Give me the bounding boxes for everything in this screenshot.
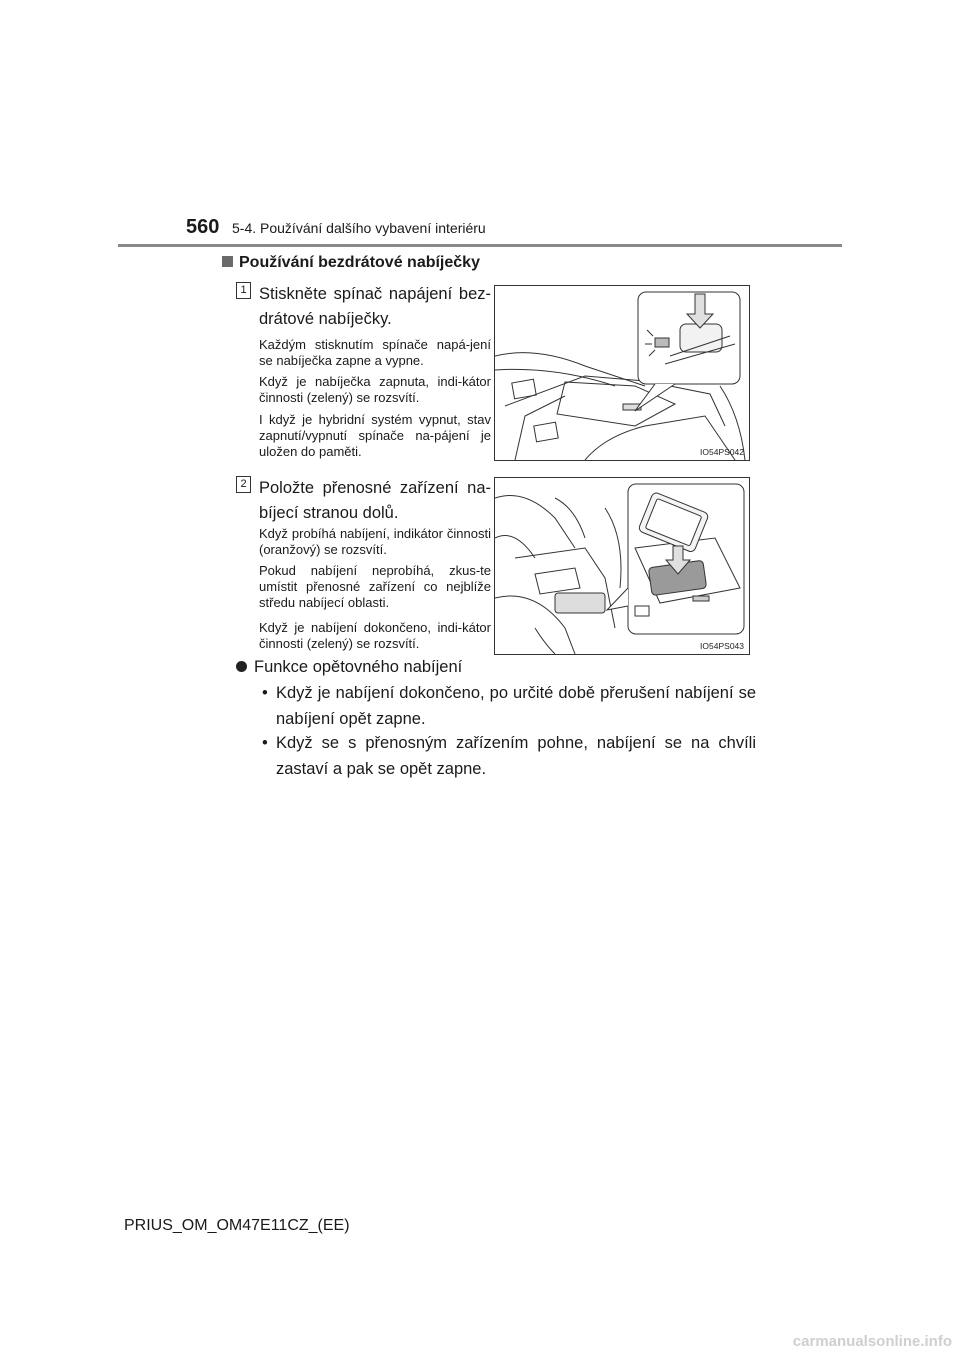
bullet-heading (236, 658, 462, 677)
section-heading-text: Používání bezdrátové nabíječky (239, 254, 480, 271)
bullet-item-2-text: Když se s přenosným zařízením pohne, nabíjení se na chvíli zastaví a pak se opět zapne. (276, 734, 756, 778)
figure-1-code: IO54PS042 (700, 447, 744, 457)
step-2-instruction: Položte přenosné zařízení na-bíjecí stranou dolů. (259, 479, 491, 522)
bullet-item-2 (262, 730, 756, 782)
step-1-instruction: Stiskněte spínač napájení bez-drátové nabíječky. (259, 285, 491, 328)
square-bullet-icon (222, 256, 233, 267)
step-2-note-1: Když probíhá nabíjení, indikátor činnosti (oranžový) se rozsvítí. (259, 526, 491, 557)
section-heading (222, 254, 480, 272)
page-number: 560 (186, 216, 220, 238)
figure-charger-switch (494, 285, 750, 461)
step-1-note-1: Každým stisknutím spínače napá-jení se nabíječka zapne a vypne. (259, 337, 491, 368)
section-title: 5-4. Používání dalšího vybavení interiéru (232, 220, 486, 236)
footer-code: PRIUS_OM_OM47E11CZ_(EE) (124, 1217, 350, 1234)
step-number-1: 1 (236, 282, 251, 299)
dot-bullet-icon: • (262, 684, 268, 702)
console-switch-illustration (495, 286, 749, 460)
figure-phone-placement (494, 477, 750, 655)
bullet-item-1 (262, 680, 756, 732)
figure-2-code: IO54PS043 (700, 641, 744, 651)
step-2-note-3: Když je nabíjení dokončeno, indi-kátor činnosti (zelený) se rozsvítí. (259, 620, 491, 651)
bullet-heading-text: Funkce opětovného nabíjení (254, 658, 463, 676)
watermark: carmanualsonline.info (792, 1333, 952, 1350)
step-1-note-3: I když je hybridní systém vypnut, stav zapnutí/vypnutí spínače na-pájení je uložen do paměti. (259, 412, 491, 459)
step-number-2: 2 (236, 476, 251, 493)
header-divider (118, 244, 842, 247)
phone-on-charger-illustration (495, 478, 749, 654)
step-1-note-2: Když je nabíječka zapnuta, indi-kátor činnosti (zelený) se rozsvítí. (259, 374, 491, 405)
step-2-note-2: Pokud nabíjení neprobíhá, zkus-te umístit přenosné zařízení co nejblíže středu nabíjecí oblasti. (259, 563, 491, 610)
round-bullet-icon (236, 661, 247, 672)
dot-bullet-icon: • (262, 734, 268, 752)
bullet-item-1-text: Když je nabíjení dokončeno, po určité době přerušení nabíjení se nabíjení opět zapne. (276, 684, 756, 728)
